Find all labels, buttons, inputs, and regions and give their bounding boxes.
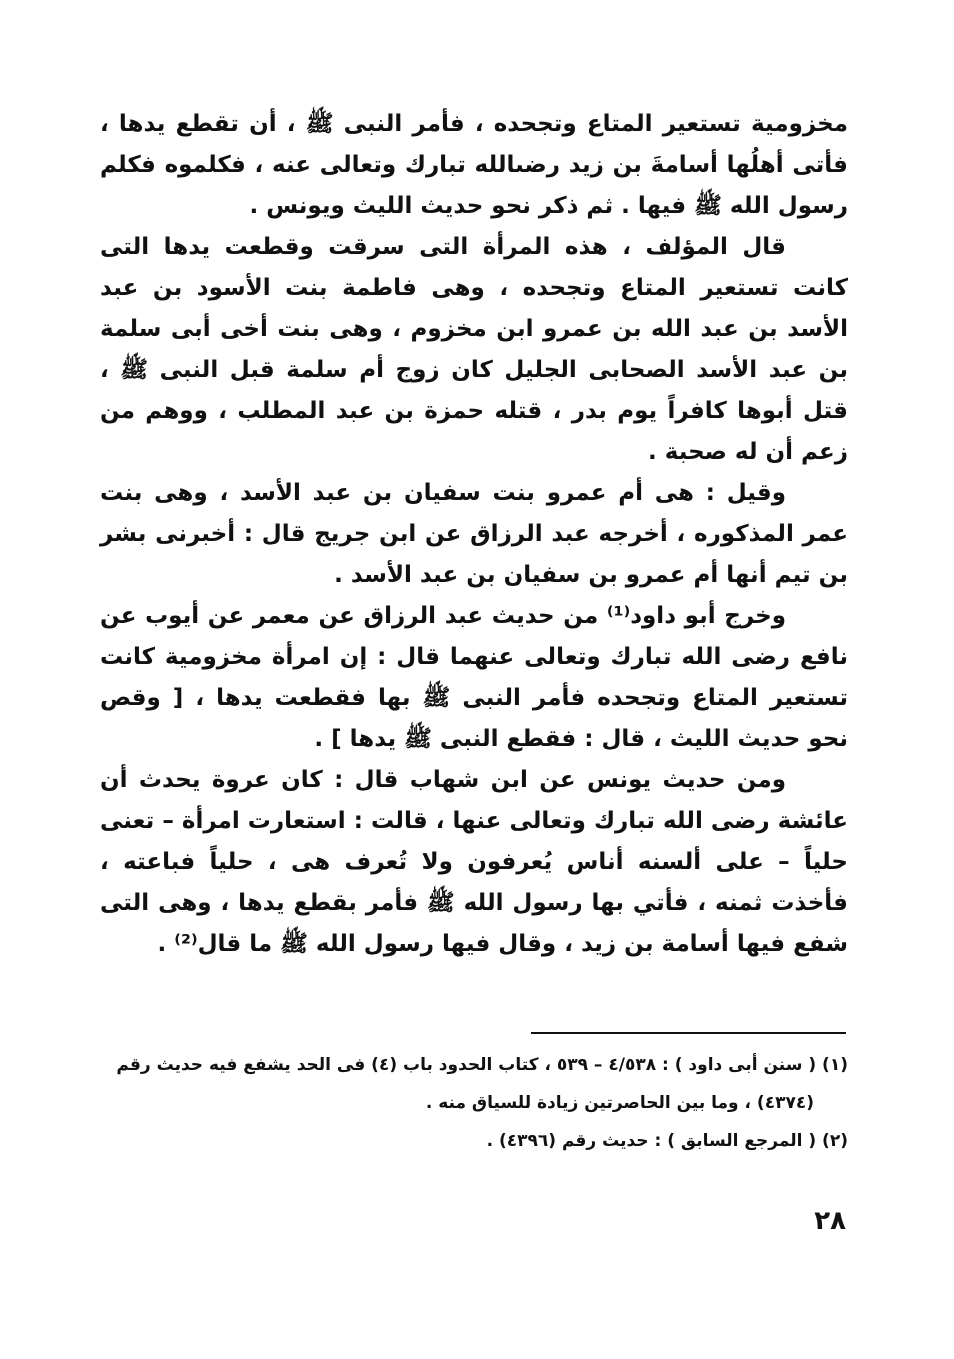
- footnote-1-line-2: (٤٣٧٤) ، وما بين الحاصرتين زيادة للسياق منه .: [425, 1093, 814, 1113]
- paragraph-5: ومن حديث يونس عن ابن شهاب قال : كان عروة يحدث أن عائشة رضى الله تبارك وتعالى عنها ، قالت : استعارت امرأة – تعنى حلياً – على ألسنه أناس يُعرفون ولا تُعرف هى ، حلياً فباعته ، فأخذت ثمنه ، فأتي بها رسول الله ﷺ فأمر بقطع يدها ، وهى التى شفع فيها أسامة بن زيد ، وقال فيها رسول الله ﷺ ما قال⁽²⁾ .: [100, 767, 848, 957]
- footnote-2: (٢) ( المرجع السابق ) : حديث رقم (٤٣٩٦) .: [486, 1131, 848, 1151]
- paragraph-4: وخرج أبو داود⁽¹⁾ من حديث عبد الرزاق عن معمر عن أيوب عن نافع رضى الله تبارك وتعالى عنهما قال : إن امرأة مخزومية كانت تستعير المتاع وتجحده فأمر النبى ﷺ بها فقطعت يدها ، [ وقص نحو حديث الليث ، قال : فقطع النبى ﷺ يدها ] .: [100, 603, 848, 752]
- paragraph-1: مخزومية تستعير المتاع وتجحده ، فأمر النبى ﷺ ، أن تقطع يدها ، فأتى أهلُها أسامةَ بن زيد رضىالله تبارك وتعالى عنه ، فكلموه فكلم رسول الله ﷺ فيها . ثم ذكر نحو حديث الليث ويونس .: [100, 111, 848, 219]
- footnotes: [100, 1046, 848, 1160]
- paragraph-3: وقيل : هى أم عمرو بنت سفيان بن عبد الأسد ، وهى بنت عمر المذكوره ، أخرجه عبد الرزاق عن ابن جريج قال : أخبرنى بشر بن تيم أنها أم عمرو بن سفيان بن عبد الأسد .: [100, 480, 848, 588]
- main-text: [100, 104, 848, 965]
- page-number: ٢٨: [814, 1206, 846, 1236]
- footnote-divider: [531, 1032, 846, 1034]
- paragraph-2: قال المؤلف ، هذه المرأة التى سرقت وقطعت يدها التى كانت تستعير المتاع وتجحده ، وهى فاطمة بنت الأسود بن عبد الأسد بن عبد الله بن عمرو ابن مخزوم ، وهى بنت أخى أبى سلمة بن عبد الأسد الصحابى الجليل كان زوج أم سلمة قبل النبى ﷺ ، قتل أبوها كافراً يوم بدر ، قتله حمزة بن عبد المطلب ، ووهم من زعم أن له صحبة .: [100, 234, 848, 465]
- footnote-1-line-1: (١) ( سنن أبى داود ) : ٤/٥٣٨ – ٥٣٩ ، كتاب الحدود باب (٤) فى الحد يشفع فيه حديث رقم: [116, 1055, 848, 1075]
